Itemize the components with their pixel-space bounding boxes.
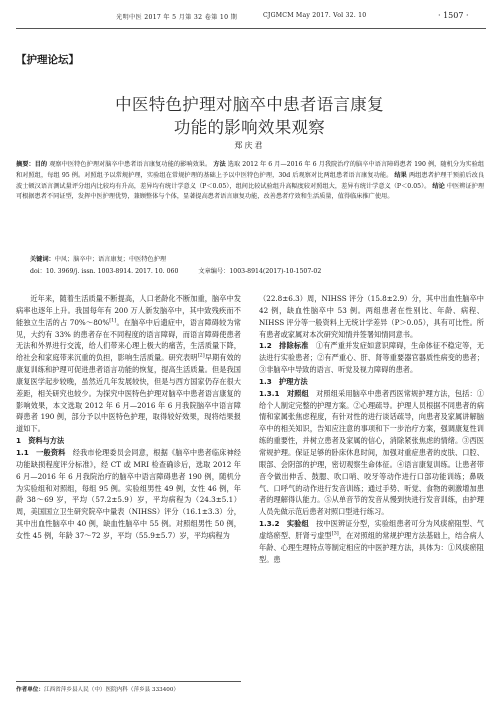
keywords-label: 关键词： [30, 256, 55, 263]
header-rule [16, 28, 486, 29]
citation-2: [2] [197, 352, 205, 359]
running-header [0, 0, 499, 48]
section-1-3-2-label: 1.3.2 实验组 [259, 519, 309, 529]
section-1-3-2: 1.3.2 实验组 按中医辨证分型，实验组患者可分为风痰瘀阻型、气虚络瘀型、肝肾亏虚型[3]，在对照组的常规护理方法基础上，结合病人年龄、心理生理特点等制定相应的中医护理方法，具体为：①风痰瘀阻型。患 [259, 519, 484, 564]
section-1-3-1-label: 1.3.1 对照组 [259, 388, 309, 398]
abstract-conclusion: 中医辨证护理可根据患者不同证型，发挥中医护理优势，兼顾整体与个体，显著提高患者语言康复功能，改善患者疗效和生活质量，值得临床推广使用。 [16, 182, 485, 201]
section-1-2-label: 1.2 排除标准 [259, 341, 309, 351]
doi: doi：10. 3969/j. issn. 1003-8914. 2017. 10. 060 [30, 268, 179, 275]
abstract-label-result: 结果 [394, 171, 407, 179]
keywords [30, 254, 166, 263]
abstract-purpose: 观察中医特色护理对脑卒中患者语言康复功能的影响效果。 [49, 161, 212, 168]
abstract [16, 160, 484, 203]
citation-1: [1] [109, 317, 117, 324]
section-heading-1-3: 1.3 护理方法 [259, 376, 308, 386]
header-journal: 光明中医 2017 年 5 月第 32 卷第 10 期 [116, 14, 238, 21]
footnote-label: 作者单位： [16, 687, 44, 693]
intro-paragraph: 近年来，随着生活质量不断提高，人口老龄化不断加重，脑卒中发病率也逐年上升。我国每年有 200 万人新发脑卒中，其中致残疾而不能独立生活的占 70%～80%[1]。在脑卒中后遗症中，语言障碍较为常见，大约有 33% 的患者存在不同程度的语言障碍，而语言障碍使患者无法和外界进行交流，给人们带来心理上极大的痛苦，生活质量下降，给社会和家庭带来沉重的负担，影响生活质量。研究表明[2]早期有效的康复训练和护理可促进患者语言功能的恢复，提高生活质量。但是我国康复医学起步较晚，虽然近几年发展较快，但是与西方国家仍存在很大差距，相关研究也较少。为探究中医特色护理对脑卒中患者语言康复的影响效果，本文选取 2012 年 6 月—2016 年 6 月我院脑卒中语言障碍患者 190 例，部分予以中医特色护理，取得较好效果，现将结果报道如下。 [16, 294, 241, 434]
section-1-2: 1.2 排除标准 ①有严重并发症如意识障碍，生命体征不稳定等，无法进行实验患者；②有严重心、肝、肾等重要器官器质性病变的患者；③非脑卒中导致的语言、听觉及视力障碍的患者。 [259, 341, 484, 375]
section-1-1: 1.1 一般资料 经我市伦理委员会同意，根据《脑卒中患者临床神经功能缺损程度评分标准》，经 CT 或 MRI 检查确诊后，选取 2012 年 6 月—2016 年 6 月我院治疗的脑卒中语言障碍患者 190 例，随机分为实验组和对照组，每组 95 例。实验组男性 49 例，女性 46 例，年龄 38～69 岁，平均（57.2±5.9）岁，平均病程为（24.3±5.1）周，美国国立卫生研究院卒中量表（NIHSS）评分（16.1±3.3）分，其中出血性脑卒中 40 例，缺血性脑卒中 55 例。对照组男性 50 例，女性 45 例，年龄 37～72 岁，平均（55.9±5.7）岁，平均病程为 [16, 447, 241, 540]
body-left-column [16, 293, 241, 542]
paragraph-continued: （22.8±6.3）周，NIHSS 评分（15.8±2.9）分，其中出血性脑卒中 42 例，缺血性脑卒中 53 例。两组患者在性别比、年龄、病程、NIHSS 评分等一般资料上无统计学差异（P＞0.05），具有可比性。所有患者或家属对本次研究知情并签署知情同意书。 [259, 294, 484, 339]
section-1-3-1: 1.3.1 对照组 对照组采用脑卒中患者西医常规护理方法，包括：①给个人制定完整的护理方案。②心理疏导。护理人员根据不同患者的病情和家属张焦虑程度，有针对性的进行谈话疏导，向患者及家属讲解脑卒中的相关知识，告知应注意的事项和下一步治疗方案，强调康复性训练的重要性，并树立患者及家属的信心，消除紧张焦虑的情绪。③西医常规护理。保证足够的卧床休息时间，加强对重症患者的皮肤、口腔、眼部、会阴部的护理，密切观察生命体征。④语言康复训练。让患者带音令做出伸舌、鼓腮、吹口哨、咬牙等动作进行口部功能训练；鼻吸气、口呼气的动作进行发音训练；通过手势、听觉、食物的刺激增加患者的理解得认能力。⑤从单音节的发音从慢到快进行发音训练，由护理人员先做示范后患者对照口型进行练习。 [259, 388, 484, 517]
article-ids [30, 266, 339, 275]
author: 郑庆君 [234, 141, 265, 150]
abstract-label-method: 方法 [213, 161, 226, 168]
article-title-line-1: 中医特色护理对脑卒中患者语言康复 [115, 95, 384, 114]
abstract-label-purpose: 摘要：目的 [16, 161, 48, 168]
header-issn: CJGMCM May 2017. Vol 32. 10 [263, 12, 367, 19]
citation-3: [3] [331, 530, 339, 537]
abstract-label-conclusion: 结论 [432, 182, 445, 190]
section-1-1-label: 1.1 一般资料 [16, 447, 66, 457]
keywords-text: 中风；脑卒中；语言康复；中医特色护理 [54, 256, 167, 263]
abstract-method: 选取 2012 年 6 月—2016 年 6 月我院治疗的脑卒中语言障碍患者 190 例，随机分为实验组和对照组，每组 95 例。对照组予以常规护理，实验组在常规护理的基础上予以中医特色护理，30d 后观察对比两组患者语言康复功能。 [16, 161, 485, 179]
body-right-column [259, 293, 484, 565]
author-affiliation-footnote [16, 681, 241, 693]
article-number: 文章编号：1003-8914(2017)-10-1507-02 [198, 268, 322, 275]
abstract-result: 两组患者护理干预前后改良波士顿汉语言测试量评分组内比较均有升高，差异均有统计学意义（P＜0.05），组间比较试验组升高幅度较对照组大，差异有统计学意义（P＜0.05）。 [16, 171, 485, 190]
column-tag: 【护理论坛】 [16, 54, 79, 66]
footnote-text: 江西省萍乡县人民（中）医院内科（萍乡县 333400） [43, 687, 179, 693]
section-heading-1: 1 资料与方法 [16, 436, 65, 446]
article-title-line-2: 功能的影响效果观察 [173, 118, 326, 137]
header-page-number: · 1507 · [438, 11, 469, 20]
